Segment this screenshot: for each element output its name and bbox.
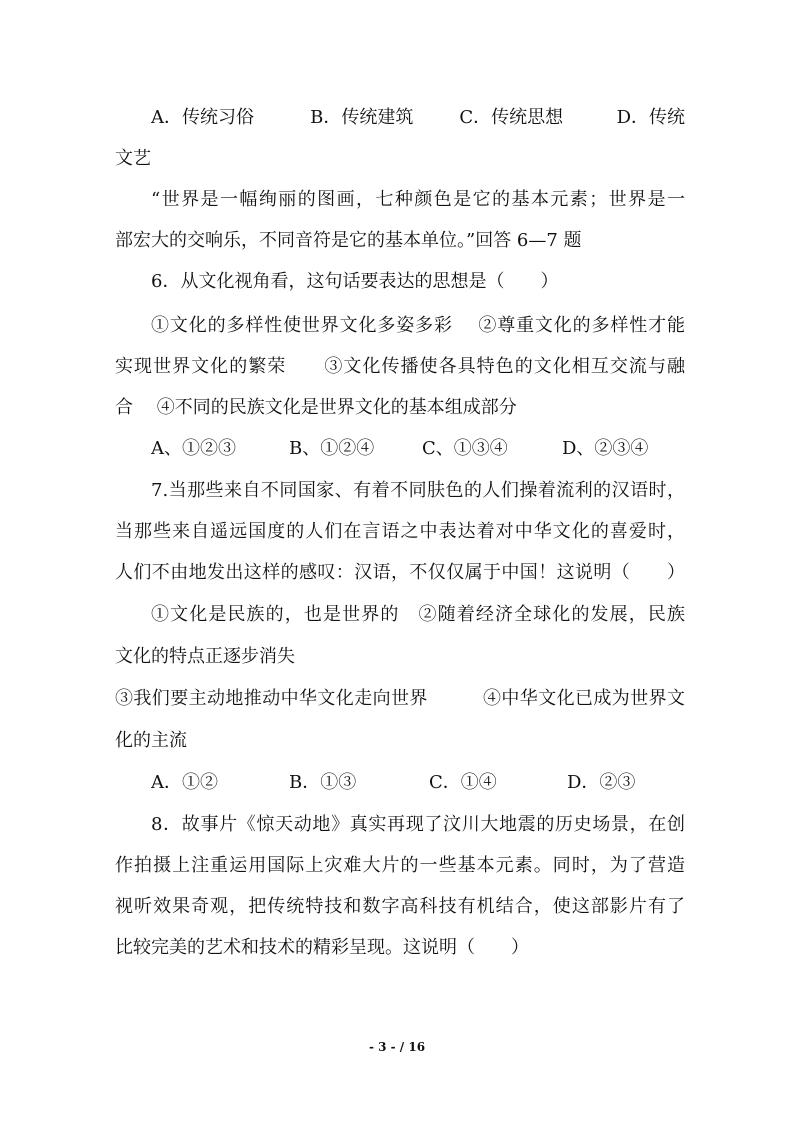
q5-option-b: B．传统建筑 (310, 107, 414, 128)
q7-stem-3: 人们不由地发出这样的感叹：汉语，不仅仅属于中国！这说明（ ） (115, 562, 685, 583)
q6-statement-1: ①文化的多样性使世界文化多姿多彩 ②尊重文化的多样性才能 (151, 315, 685, 336)
q7-statement-4: 化的主流 (115, 730, 187, 751)
q5-option-d: D．传统 (616, 107, 685, 128)
q6-option-a: A、①②③ (151, 438, 236, 459)
q7-option-c: C．①④ (429, 772, 497, 793)
q8-stem-3: 视听效果奇观，把传统特技和数字高科技有机结合，使这部影片有了 (115, 896, 685, 917)
q6-statement-3: 合 ④不同的民族文化是世界文化的基本组成部分 (115, 397, 517, 418)
q7-statement-3: ③我们要主动地推动中华文化走向世界 ④中华文化已成为世界文 (115, 688, 685, 709)
q7-option-d: D．②③ (567, 772, 636, 793)
q7-options (151, 771, 685, 795)
q7-option-a: A．①② (151, 772, 218, 793)
q5-option-wrap: 文艺 (115, 148, 151, 169)
q6-option-b: B、①②④ (289, 438, 375, 459)
q6-statement-2: 实现世界文化的繁荣 ③文化传播使各具特色的文化相互交流与融 (115, 356, 685, 377)
intro-line-1: “世界是一幅绚丽的图画，七种颜色是它的基本元素；世界是一 (151, 189, 685, 210)
q5-options (151, 106, 685, 130)
q5-option-a: A．传统习俗 (151, 107, 254, 128)
q7-statement-1: ①文化是民族的，也是世界的 ②随着经济全球化的发展，民族 (151, 604, 685, 625)
page-number: - 3 - / 16 (368, 1040, 426, 1054)
q7-option-b: B．①③ (289, 772, 357, 793)
q6-options (151, 437, 685, 461)
q8-stem-2: 作拍摄上注重运用国际上灾难大片的一些基本元素。同时，为了营造 (115, 855, 685, 876)
q6-option-d: D、②③④ (562, 438, 649, 459)
q6-stem: 6．从文化视角看，这句话要表达的思想是（ ） (151, 271, 559, 292)
q7-statement-2: 文化的特点正逐步消失 (115, 646, 295, 667)
q5-option-c: C．传统思想 (459, 107, 564, 128)
q6-option-c: C、①③④ (422, 438, 508, 459)
q7-stem-2: 当那些来自遥远国度的人们在言语之中表达着对中华文化的喜爱时， (115, 521, 685, 542)
intro-line-2: 部宏大的交响乐，不同音符是它的基本单位。”回答 6—7 题 (115, 230, 582, 251)
q8-stem-1: 8．故事片《惊天动地》真实再现了汶川大地震的历史场景，在创 (151, 814, 685, 835)
q8-stem-4: 比较完美的艺术和技术的精彩呈现。这说明（ ） (115, 937, 529, 958)
q7-stem-1: 7.当那些来自不同国家、有着不同肤色的人们操着流利的汉语时， (151, 480, 685, 501)
